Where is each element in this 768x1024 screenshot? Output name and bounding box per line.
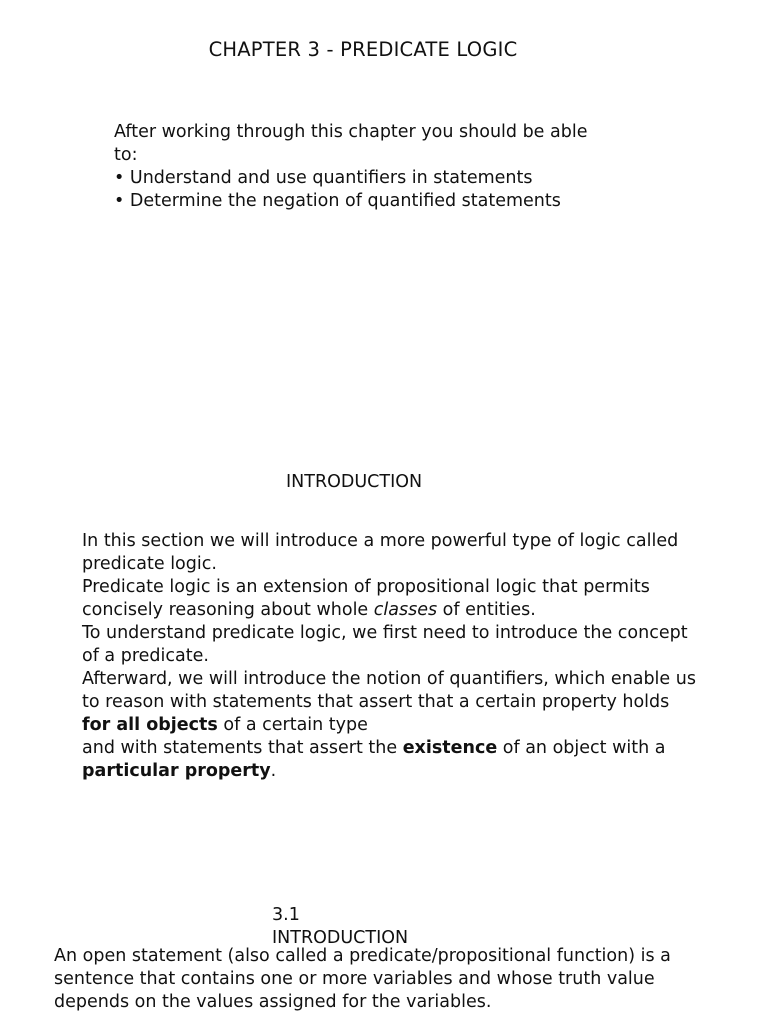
objectives-lead-line-1: After working through this chapter you should be able — [114, 122, 588, 142]
intro-p5-text-c: . — [270, 761, 277, 781]
objective-bullet-1: • Understand and use quantifiers in statements — [114, 168, 533, 188]
objective-bullet-2: • Determine the negation of quantified statements — [114, 191, 561, 211]
section-number: 3.1 — [272, 905, 300, 925]
intro-paragraph-5 — [82, 737, 702, 783]
chapter-title: CHAPTER 3 - PREDICATE LOGIC — [208, 38, 518, 61]
section-3-1-heading — [272, 904, 472, 950]
intro-paragraph-3: To understand predicate logic, we first need to introduce the concept of a predicate. — [82, 623, 688, 666]
intro-p4-text-b: of a certain type — [217, 715, 368, 735]
intro-p2-text-b: of entities. — [437, 600, 536, 620]
intro-p5-bold-particular-property: particular property — [82, 761, 271, 781]
intro-p5-bold-existence: existence — [402, 738, 498, 758]
intro-p5-text-b: of an object with a — [497, 738, 666, 758]
intro-paragraph-2 — [82, 576, 702, 622]
intro-p5-text-a: and with statements that assert the — [82, 738, 403, 758]
objectives-lead-line-2: to: — [114, 145, 138, 165]
section-3-1-body: An open statement (also called a predicate/propositional function) is a sentence that contains one or more variables and whose truth value depends on the values assigned for the variables. — [54, 946, 671, 1012]
introduction-heading: INTRODUCTION — [286, 472, 423, 492]
intro-paragraph-4 — [82, 668, 702, 737]
introduction-body — [82, 530, 702, 783]
section-title: INTRODUCTION — [272, 928, 409, 948]
intro-p2-italic-classes: classes — [373, 600, 438, 620]
intro-p2-text-a: Predicate logic is an extension of propositional logic that permits concisely reasoning about whole — [82, 577, 650, 620]
learning-objectives — [114, 121, 654, 213]
intro-paragraph-1: In this section we will introduce a more powerful type of logic called predicate logic. — [82, 531, 679, 574]
intro-p4-text-a: Afterward, we will introduce the notion of quantifiers, which enable us to reason with statements that assert that a certain property holds — [82, 669, 696, 712]
intro-p4-bold-for-all-objects: for all objects — [82, 715, 218, 735]
